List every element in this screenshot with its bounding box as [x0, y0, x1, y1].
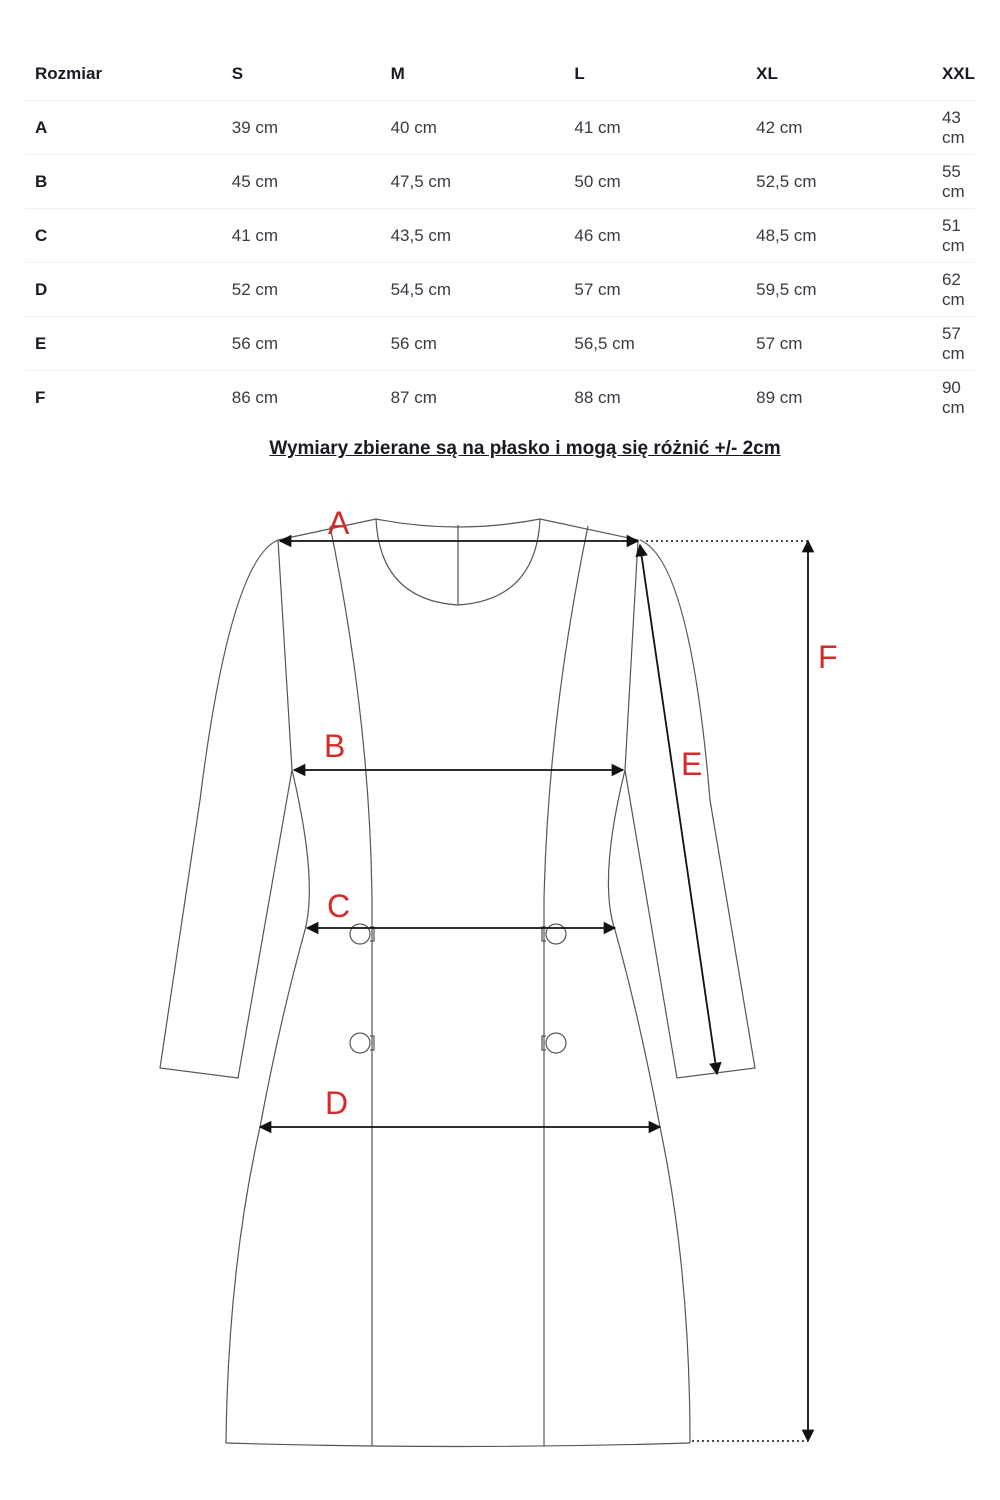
- table-cell: 57 cm: [932, 317, 975, 371]
- table-cell: 52 cm: [222, 263, 381, 317]
- table-cell: 89 cm: [756, 387, 803, 407]
- table-cell: 41 cm: [564, 101, 746, 155]
- header-cell: L: [564, 47, 746, 101]
- label-b: B: [324, 728, 346, 764]
- label-f: F: [818, 639, 838, 675]
- table-cell: 50 cm: [564, 155, 746, 209]
- label-c: C: [327, 888, 351, 924]
- table-cell: 59,5 cm: [746, 263, 932, 317]
- table-cell: 43,5 cm: [381, 209, 565, 263]
- table-cell: 41 cm: [222, 209, 381, 263]
- table-cell: 56 cm: [381, 317, 565, 371]
- table-cell: 42 cm: [746, 101, 932, 155]
- row-label: B: [25, 155, 222, 209]
- table-cell: 51 cm: [932, 209, 975, 263]
- table-cell: 87 cm: [390, 387, 437, 407]
- label-e: E: [681, 746, 703, 782]
- measurement-note: Wymiary zbierane są na płasko i mogą się różnić +/- 2cm: [269, 438, 781, 459]
- measurement-arrows: [260, 541, 808, 1441]
- header-cell: XL: [746, 47, 932, 101]
- measurement-labels: [324, 505, 838, 1121]
- table-cell: 45 cm: [222, 155, 381, 209]
- label-d: D: [325, 1085, 349, 1121]
- table-cell: 55 cm: [932, 155, 975, 209]
- row-label: C: [25, 209, 222, 263]
- button-icon: [350, 924, 370, 944]
- table-cell: 54,5 cm: [381, 263, 565, 317]
- table-cell: 39 cm: [222, 101, 381, 155]
- table-cell: 47,5 cm: [381, 155, 565, 209]
- table-cell: 56,5 cm: [564, 317, 746, 371]
- table-cell: 56 cm: [222, 317, 381, 371]
- table-cell: 57 cm: [746, 317, 932, 371]
- table-cell: 40 cm: [381, 101, 565, 155]
- arrow-e: [640, 545, 717, 1074]
- table-cell: 62 cm: [932, 263, 975, 317]
- header-cell: Rozmiar: [25, 47, 222, 101]
- table-cell: 86 cm: [231, 387, 279, 407]
- table-cell: 52,5 cm: [746, 155, 932, 209]
- button-icon: [350, 1033, 370, 1053]
- header-cell: M: [381, 47, 565, 101]
- table-cell: 48,5 cm: [746, 209, 932, 263]
- dress-outline: [160, 519, 755, 1447]
- row-label: F: [35, 387, 46, 407]
- table-cell: 88 cm: [574, 387, 621, 407]
- header-cell: XXL: [932, 47, 975, 101]
- button-icon: [546, 924, 566, 944]
- table-cell: 90 cm: [941, 377, 965, 417]
- row-label: A: [25, 101, 222, 155]
- row-label: D: [25, 263, 222, 317]
- table-cell: 46 cm: [564, 209, 746, 263]
- table-cell: 57 cm: [564, 263, 746, 317]
- button-icon: [546, 1033, 566, 1053]
- header-cell: S: [222, 47, 381, 101]
- row-label: E: [25, 317, 222, 371]
- label-a: A: [328, 505, 350, 541]
- table-cell: 43 cm: [932, 101, 975, 155]
